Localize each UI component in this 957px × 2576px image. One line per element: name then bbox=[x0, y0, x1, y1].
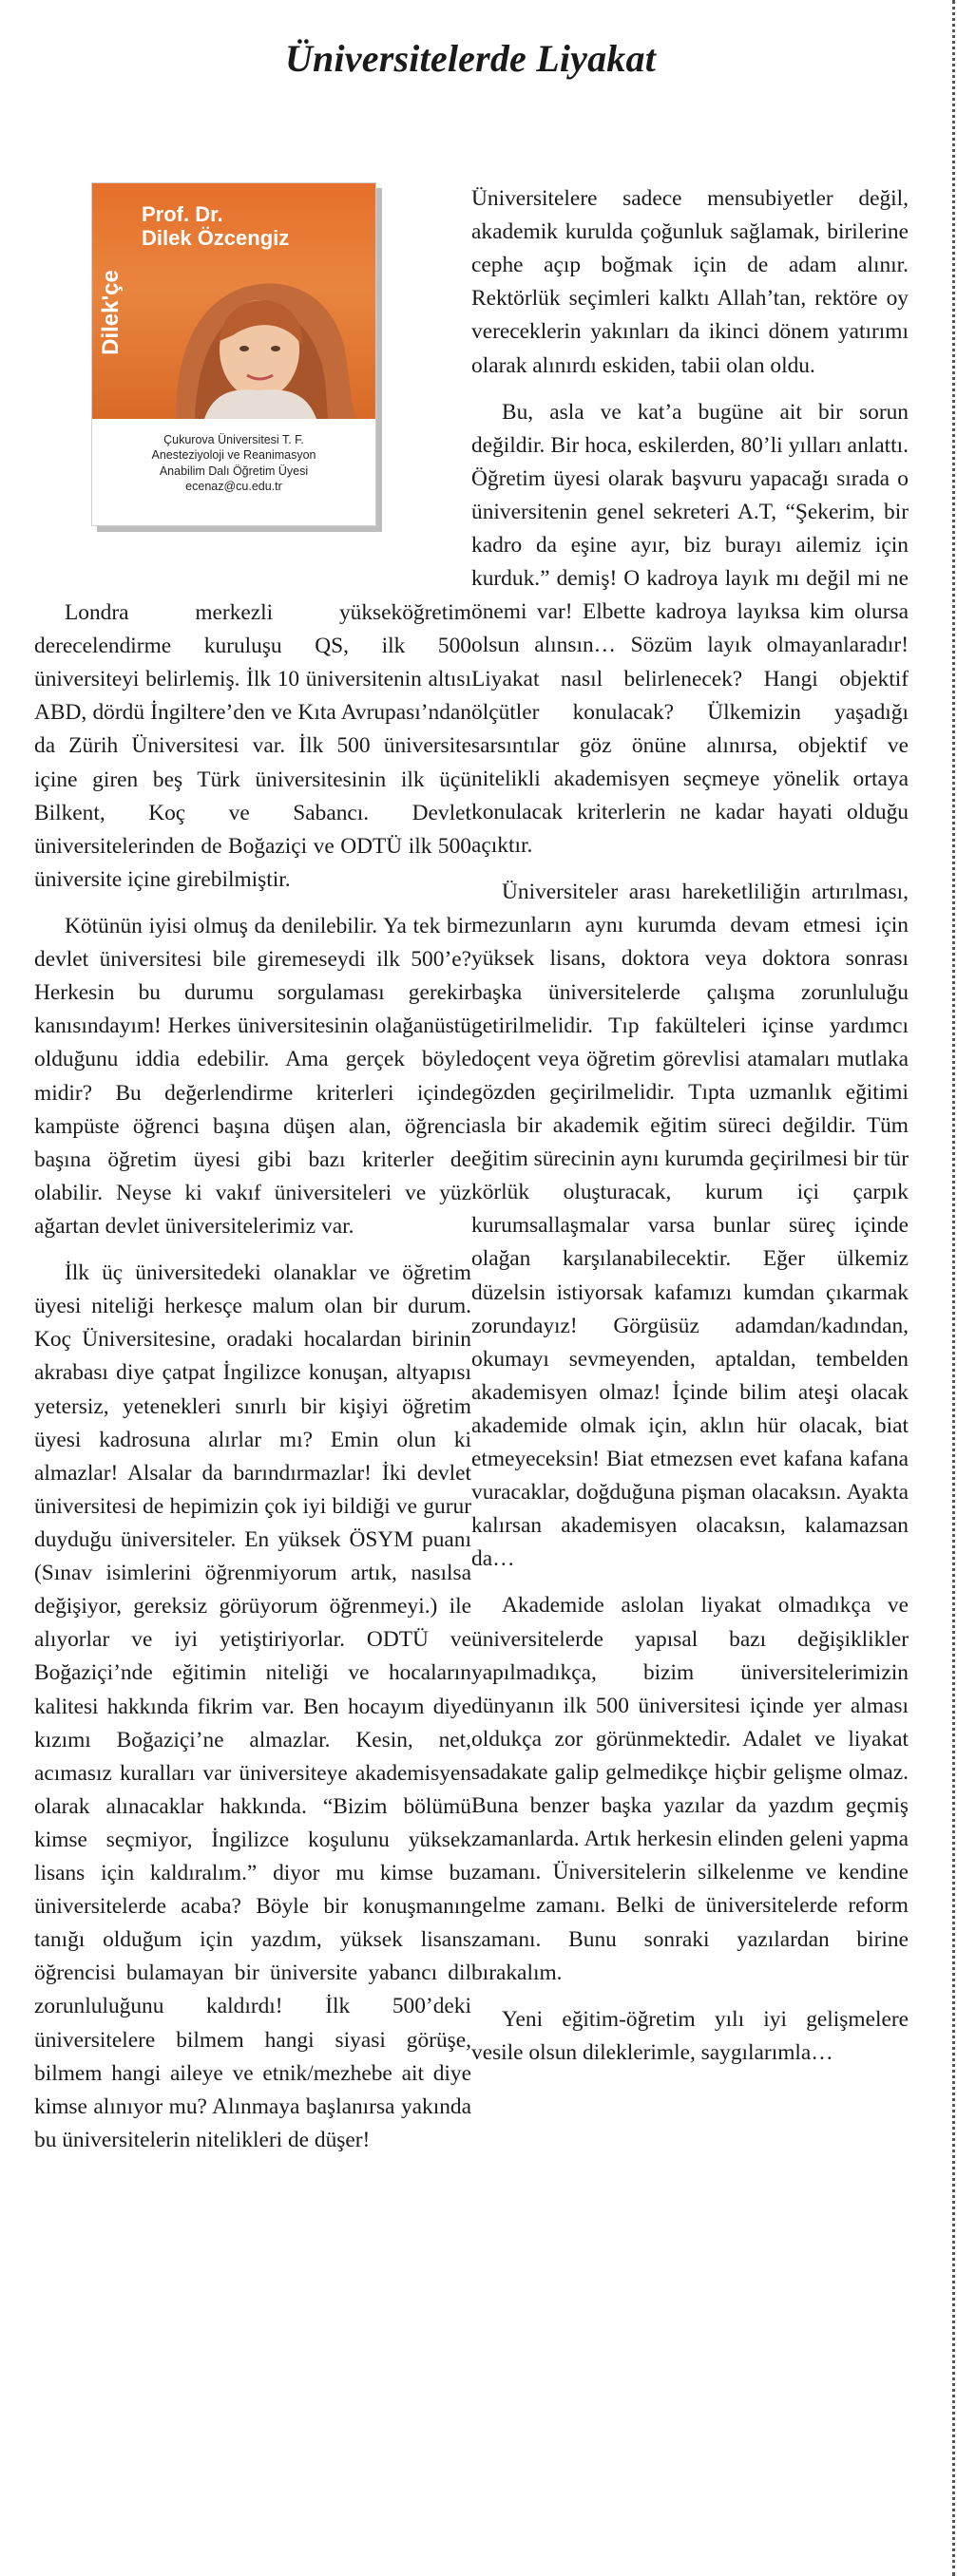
article-column-right bbox=[471, 182, 909, 2083]
paragraph: Akademide aslolan liyakat olmadıkça ve üniversitelerde yapısal bazı değişiklikler yapılmadıkça, bizim üniversitelerimizin dünyanın ilk 500 üniversitesi içinde yer alması oldukça zor görünmektedir. Adalet ve liyakat sadakate galip gelmedikçe hiçbir gelişme olmaz. Buna benzer başka yazılar da yazdım geçmiş zamanlarda. Artık herkesin elinden geleni yapma zamanı. Üniversitelerin silkelenme ve kendine gelme zamanı. Belki de üniversitelerde reform zamanı. Bunu sonraki yazılardan birine bırakalım. bbox=[471, 1593, 909, 1985]
author-affiliation bbox=[92, 432, 375, 494]
paragraph: Bu, asla ve kat’a bugüne ait bir sorun değildir. Bir hoca, eskilerden, 80’li yılları anlattı. Öğretim üyesi olarak başvuru yapacağı sırada o üniversitenin genel sekreteri A.T, “Şekerim, bir kadro da eşine ayır, biz burayı ailemiz için kurduk.” demiş! O kadroya layık mı değil mi ne önemi var! Elbette kadroya layıksa kim olursa olsun alınsın… Sözüm layık olmayanlaradır! Liyakat nasıl belirlenecek? Hangi objektif ölçütler konulacak? Ülkemizin yaşadığı sarsıntılar göz önüne alınırsa, objektif ve nitelikli akademisyen seçmeye yönelik ortaya konulacak kriterlerin ne kadar hayati olduğu açıktır. bbox=[471, 399, 909, 859]
paragraph: İlk üç üniversitedeki olanaklar ve öğretim üyesi niteliği herkesçe malum olan bir durum. Koç Üniversitesine, oradaki hocalardan birinin akrabası diye çatpat İngilizce konuşan, altyapısı yetersiz, yetenekleri sınırlı bir kişiyi öğretim üyesi kadrosuna alırlar mı? Emin olun ki almazlar! Alsalar da barındırmazlar! İki devlet üniversitesi de hepimizin çok iyi bildiği ve gurur duyduğu üniversiteler. En yüksek ÖSYM puanı (Sınav isimlerini öğrenmiyorum artık, nasılsa değişiyor, gereksiz görüyorum öğrenmeyi.) ile alıyorlar ve iyi yetiştiriyorlar. ODTÜ ve Boğaziçi’nde eğitimin niteliği ve hocaların kalitesi hakkında fikrim var. Ben hocayım diye kızımı Boğaziçi’ne almazlar. Kesin, net, acımasız kuralları var üniversiteye akademisyen olarak alınacaklar hakkında. “Bizim bölümü kimse seçmiyor, İngilizce koşulunu yüksek lisans için kaldıralım.” diyor mu kimse bu üniversitelerde acaba? Böyle bir konuşmanın tanığı olduğum için yazdım, yüksek lisans öğrencisi bulamayan bir üniversite yabancı dil zorunluluğunu kaldırdı! İlk 500’deki üniversitelere bilmem hangi siyasi görüşe, bilmem hangi aileye ve etnik/mezhebe ait diye kimse alınıyor mu? Alınmaya başlanırsa yakında bu üniversitelerin nitelikleri de düşer! bbox=[34, 1260, 471, 2152]
affiliation-line: Anesteziyoloji ve Reanimasyon bbox=[151, 448, 316, 463]
column-tag: Dilek'çe bbox=[98, 270, 124, 355]
affiliation-line: Çukurova Üniversitesi T. F. bbox=[163, 433, 304, 446]
column-divider bbox=[952, 0, 955, 2576]
paragraph: Kötünün iyisi olmuş da denilebilir. Ya tek bir devlet üniversitesi bile giremeseydi ilk 500’e? Herkesin bu durumu sorgulaması gerekir kanısındayım! Herkes üniversitesinin olağanüstü olduğunu iddia edebilir. Ama gerçek böyle midir? Bu değerlendirme kriterleri içinde kampüste öğrenci başına düşen alan, öğrenci başına öğretim üyesi gibi bazı kriterler de olabilir. Neyse ki vakıf üniversiteleri ve yüz ağartan devlet üniversitelerimiz var. bbox=[34, 913, 471, 1239]
author-title: Prof. Dr. bbox=[142, 202, 223, 226]
paragraph: Üniversiteler arası hareketliliğin artırılması, mezunların aynı kurumda devam etmesi için yüksek lisans, doktora veya doktora sonrası başka üniversitelerde çalışma zorunluluğu getirilmelidir. Tıp fakülteleri içinse yardımcı doçent veya öğretim görevlisi atamaları mutlaka gözden geçirilmelidir. Tıpta uzmanlık eğitimi asla bir akademik eğitim süreci değildir. Tüm eğitim sürecinin aynı kurumda geçirilmesi bir tür körlük oluşturacak, kurum içi çarpık kurumsallaşmalar varsa bunlar süreç içinde olağan karşılanabilecektir. Eğer ülkemiz düzelsin istiyorsak kafamızı kumdan çıkarmak zorundayız! Görgüsüz adamdan/kadından, okumayı sevmeyenden, aptaldan, tembelden akademisyen olmaz! İçinde bilim ateşi olacak akademide olmak için, aklın hür olacak, biat etmeyeceksin! Biat etmezsen evet kafana kafana vuracaklar, doğduğuna pişman olacaksın. Ayakta kalırsan akademisyen olacaksın, kalamazsan da… bbox=[471, 880, 909, 1572]
author-email: ecenaz@cu.edu.tr bbox=[185, 479, 282, 493]
author-name bbox=[142, 202, 370, 251]
article-column-left bbox=[34, 597, 471, 2170]
paragraph: Yeni eğitim-öğretim yılı iyi gelişmelere vesile olsun dileklerimle, saygılarımla… bbox=[471, 2006, 909, 2065]
author-box bbox=[91, 182, 376, 526]
paragraph: Üniversitelere sadece mensubiyetler değil, akademik kurulda çoğunluk sağlamak, birilerine cephe açıp boğmak için de adam alınır. Rektörlük seçimleri kalktı Allah’tan, rektöre oy vereceklerin yakınları da ikinci dönem yatırımı olarak alınırdı eskiden, tabii olan oldu. bbox=[471, 186, 909, 378]
author-fullname: Dilek Özcengiz bbox=[142, 226, 290, 251]
paragraph: Londra merkezli yükseköğretim derecelendirme kuruluşu QS, ilk 500 üniversiteyi belirlemiş. İlk 10 üniversitenin altısı ABD, dördü İngiltere’den ve Kıta Avrupası’ndan da Zürih Üniversitesi var. İlk 500 üniversite içine giren beş Türk üniversitesinin ilk üçü Bilkent, Koç ve Sabancı. Devlet üniversitelerinden de Boğaziçi ve ODTÜ ilk 500 üniversite içine girebilmiştir. bbox=[34, 600, 471, 892]
article-title: Üniversitelerde Liyakat bbox=[284, 37, 657, 80]
author-portrait bbox=[138, 250, 372, 419]
affiliation-line: Anabilim Dalı Öğretim Üyesi bbox=[159, 464, 309, 478]
